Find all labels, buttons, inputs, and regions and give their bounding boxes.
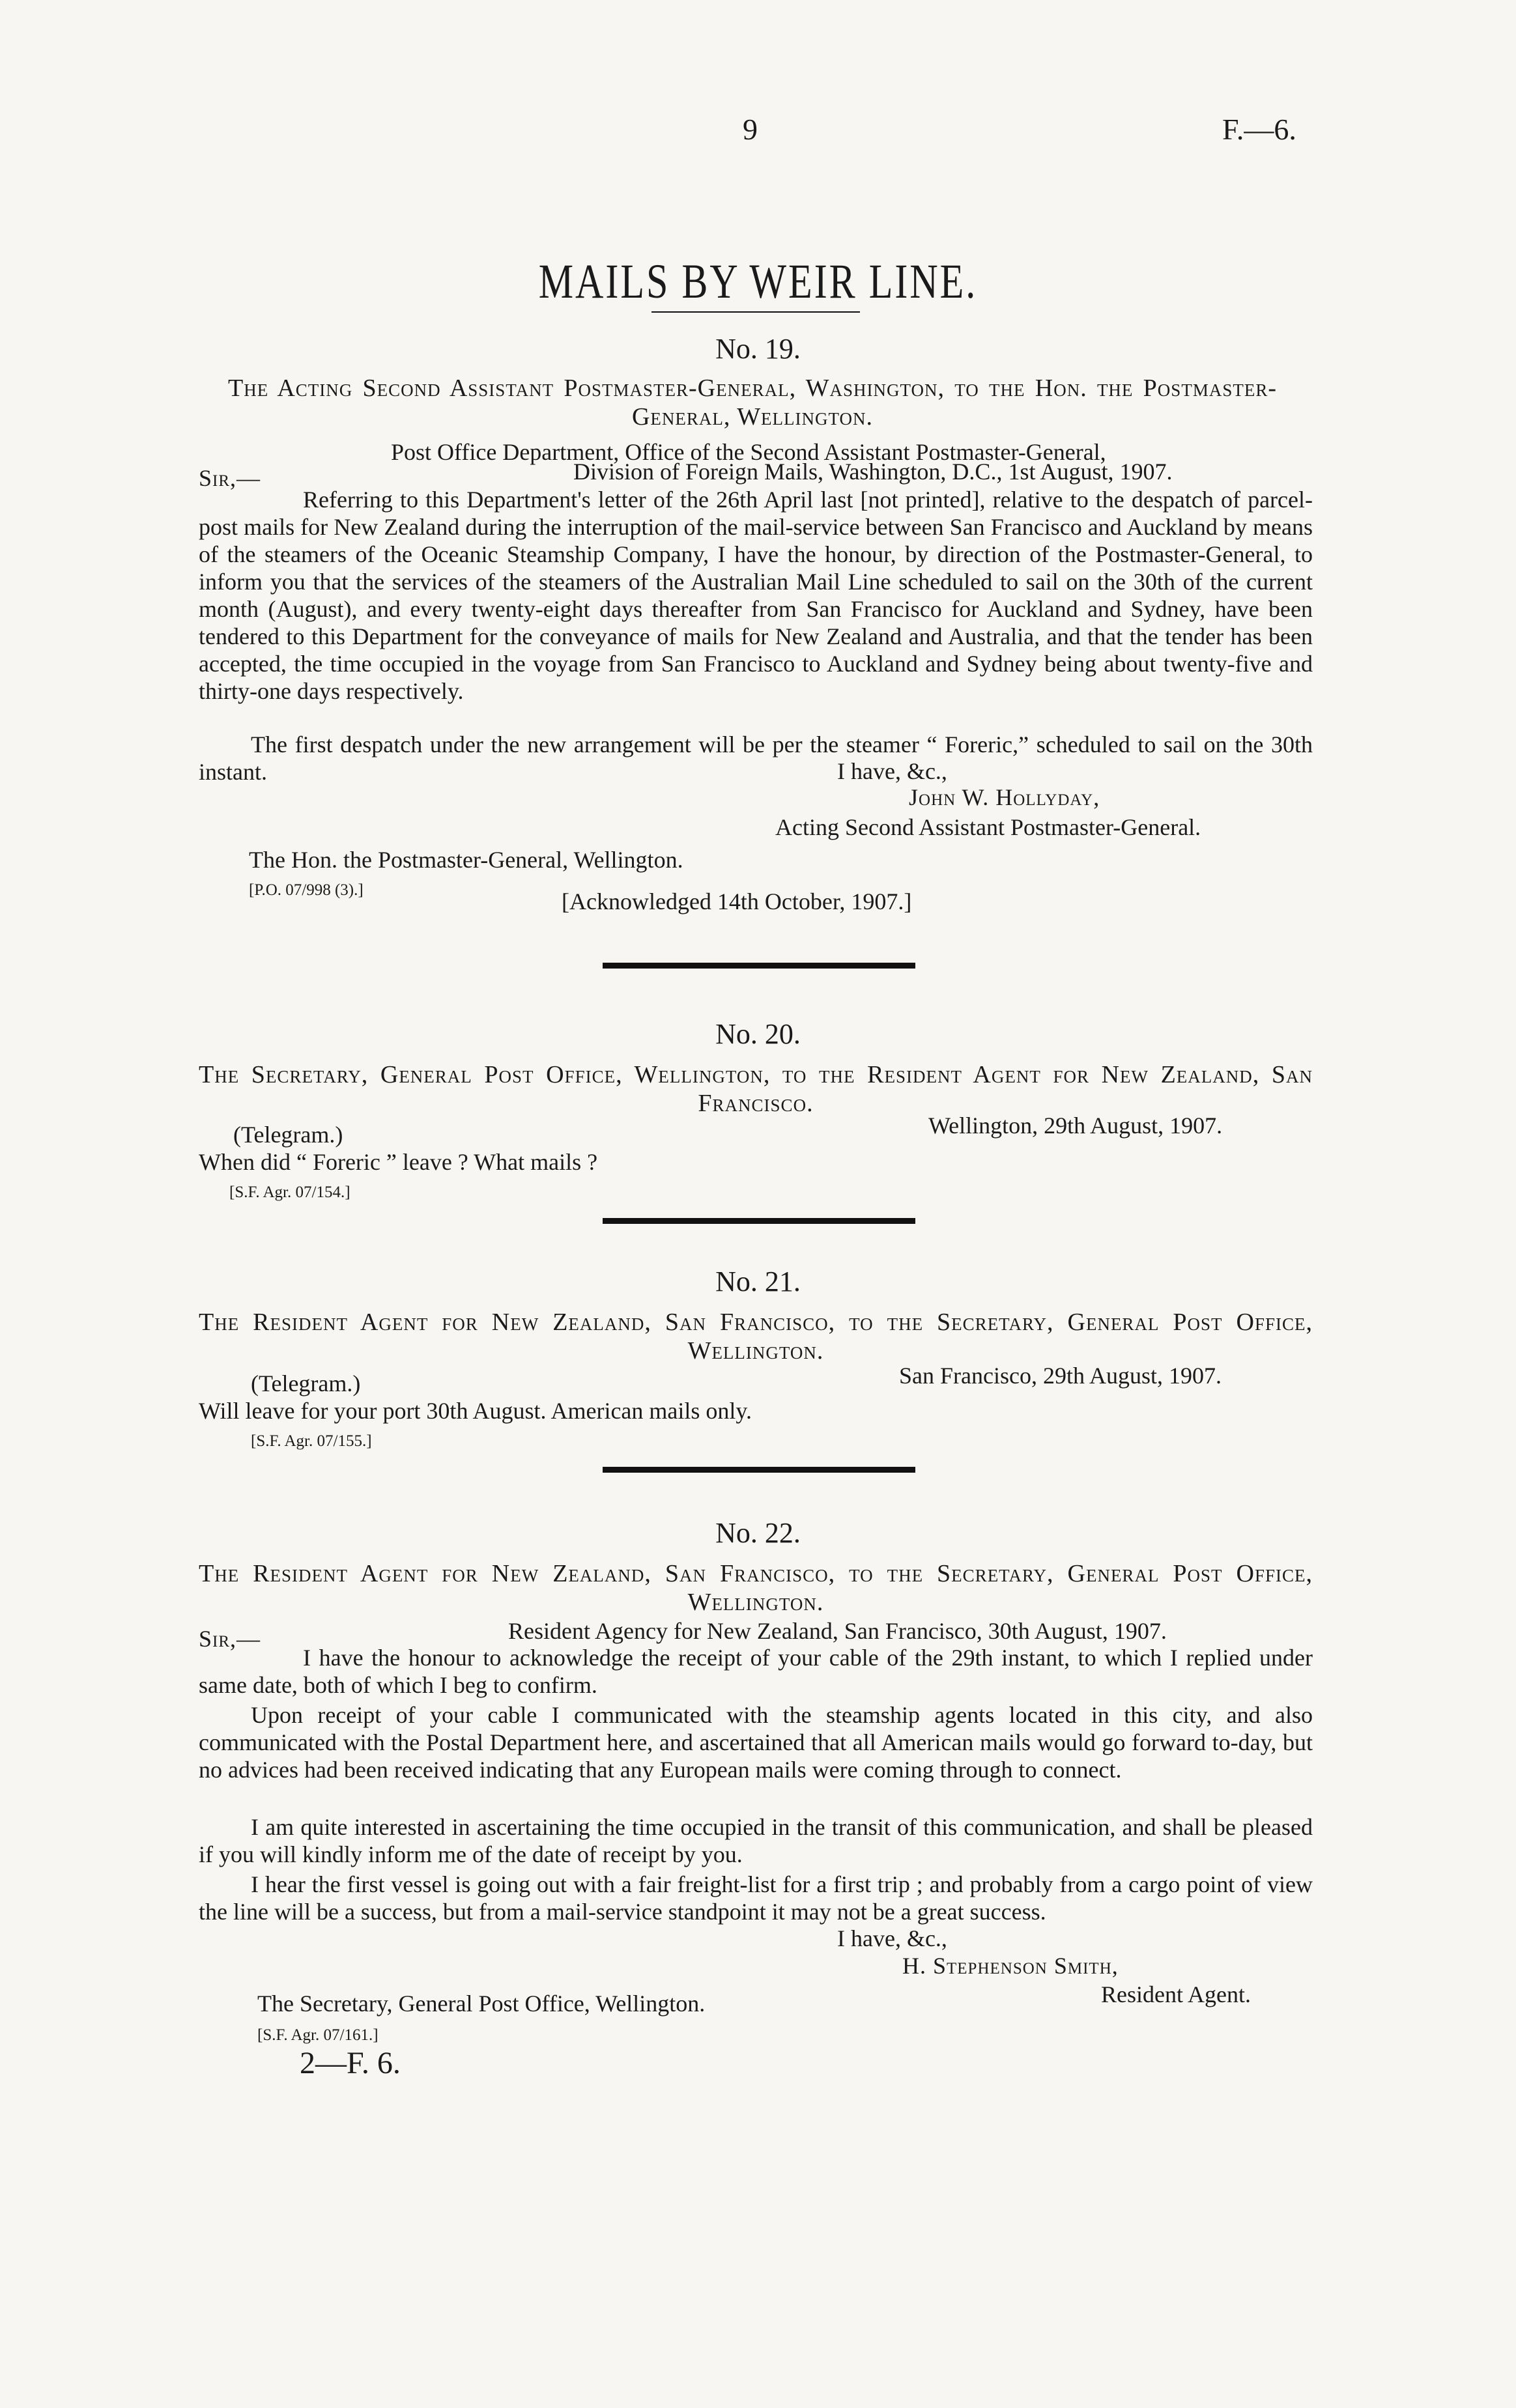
doc19-salutation: Sir,— [199,465,261,491]
doc19-address-line2: Division of Foreign Mails, Washington, D.C., 1st August, 1907. [573,459,1173,485]
section-divider [603,963,915,969]
doc19-number: No. 19. [715,333,801,365]
signature-mark: 2—F. 6. [300,2046,401,2080]
page-title: MAILS BY WEIR LINE. [538,254,978,308]
doc21-heading: The Resident Agent for New Zealand, San Francisco, to the Secretary, General Post Office, Wellington. [199,1309,1313,1365]
doc22-address: Resident Agency for New Zealand, San Francisco, 30th August, 1907. [508,1618,1167,1644]
title-rule [651,311,860,313]
doc22-addressee: The Secretary, General Post Office, Wellington. [257,1990,706,2017]
doc19-paragraph-2: The first despatch under the new arrangement will be per the steamer “ Foreric,” scheduled to sail on the 30th instant. [199,731,1313,785]
doc19-acknowledged: [Acknowledged 14th October, 1907.] [562,888,912,914]
doc20-telegram-body: When did “ Foreric ” leave ? What mails ? [199,1149,598,1175]
doc20-telegram-label: (Telegram.) [233,1122,343,1148]
doc19-signer: John W. Hollyday, [909,784,1100,810]
doc22-paragraph-1: I have the honour to acknowledge the receipt of your cable of the 29th instant, to which I replied under same date, both of which I beg to confirm. [199,1645,1313,1698]
doc19-heading: The Acting Second Assistant Postmaster-General, Washington, to the Hon. the Postmaster-General, Wellington. [228,375,1277,431]
doc19-address-line1: Post Office Department, Office of the Second Assistant Postmaster-General, [391,439,1106,465]
doc22-salutation: Sir,— [199,1626,261,1652]
doc22-closing: I have, &c., [837,1925,947,1951]
doc21-telegram-body: Will leave for your port 30th August. American mails only. [199,1398,752,1424]
series-number: F.—6. [1222,113,1296,146]
doc22-paragraph-2: Upon receipt of your cable I communicated with the steamship agents located in this city, and also communicated with the Postal Department here, and ascertained that all American mails would go forward to-day, but no advices had been received indicating that any European mails were coming through to connect. [199,1702,1313,1783]
doc19-reference: [P.O. 07/998 (3).] [249,881,364,899]
doc22-signer-title: Resident Agent. [1101,1981,1251,2007]
doc22-paragraph-3: I am quite interested in ascertaining the time occupied in the transit of this communication, and shall be pleased if you will kindly inform me of the date of receipt by you. [199,1814,1313,1867]
doc20-heading: The Secretary, General Post Office, Wellington, to the Resident Agent for New Zealand, San Francisco. [199,1061,1313,1117]
doc21-number: No. 21. [715,1266,801,1297]
section-divider [603,1467,915,1473]
doc19-signer-title: Acting Second Assistant Postmaster-General. [775,814,1201,840]
doc22-reference: [S.F. Agr. 07/161.] [257,2026,379,2044]
page-number: 9 [743,113,758,146]
doc21-place-date: San Francisco, 29th August, 1907. [899,1363,1222,1389]
doc19-paragraph-1: Referring to this Department's letter of the 26th April last [not printed], relative to the despatch of parcel-post mails for New Zealand during the interruption of the mail-service between San Francisco and Auckland by means of the steamers of the Oceanic Steamship Company, I have the honour, by direction of the Postmaster-General, to inform you that the services of the steamers of the Australian Mail Line scheduled to sail on the 30th of the current month (August), and every twenty-eight days thereafter from San Francisco for Auckland and Sydney, have been tendered to this Department for the conveyance of mails for New Zealand and Australia, and that the tender has been accepted, the time occupied in the voyage from San Francisco to Auckland and Sydney being about twenty-five and thirty-one days respectively. [199,487,1313,704]
section-divider [603,1218,915,1224]
doc20-number: No. 20. [715,1018,801,1050]
doc22-signer: H. Stephenson Smith, [902,1953,1119,1979]
doc21-reference: [S.F. Agr. 07/155.] [251,1432,372,1450]
doc22-paragraph-4: I hear the first vessel is going out with a fair freight-list for a first trip ; and probably from a cargo point of view the line will be a success, but from a mail-service standpoint it may not be a great success. [199,1871,1313,1925]
doc21-telegram-label: (Telegram.) [251,1370,361,1396]
doc22-heading: The Resident Agent for New Zealand, San Francisco, to the Secretary, General Post Office, Wellington. [199,1560,1313,1616]
doc20-reference: [S.F. Agr. 07/154.] [229,1183,350,1201]
doc19-addressee: The Hon. the Postmaster-General, Wellington. [249,847,683,873]
doc20-place-date: Wellington, 29th August, 1907. [928,1112,1223,1139]
doc22-number: No. 22. [715,1517,801,1549]
doc19-closing: I have, &c., [837,758,947,784]
